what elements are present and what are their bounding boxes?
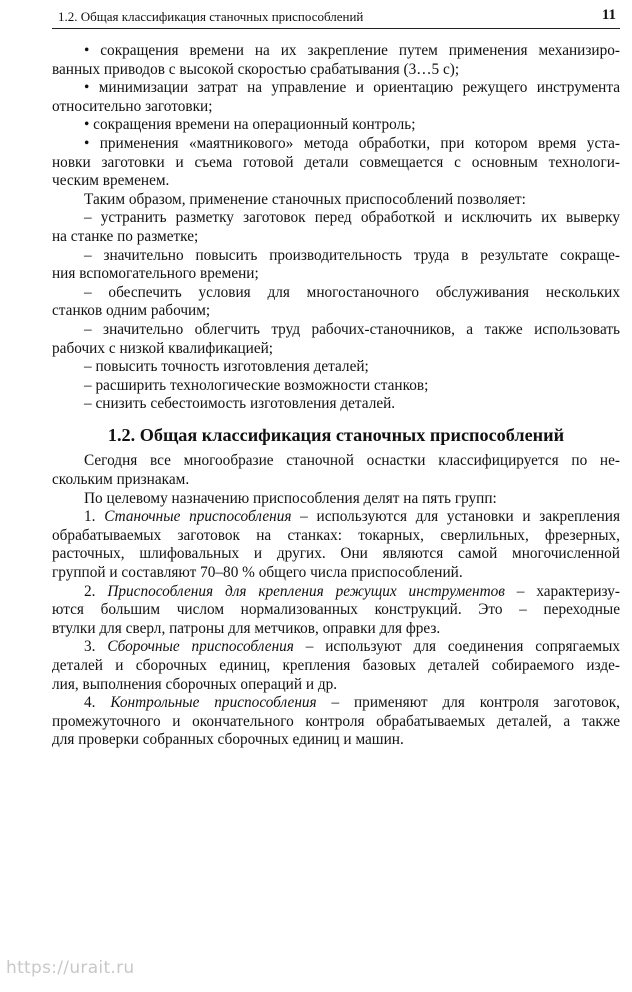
text-line: – значительно облегчить труд рабочих-станочников, а также использовать xyxy=(84,320,620,338)
classification-item xyxy=(52,508,620,582)
text-line: – расширить технологические возможности станков; xyxy=(84,376,429,394)
classification-list xyxy=(52,508,621,750)
text-line: рабочих с низкой квалификацией; xyxy=(52,339,274,357)
text-line: ния вспомогательного времени; xyxy=(52,265,259,283)
item-number: 3. xyxy=(84,638,108,656)
section-paragraph-1 xyxy=(52,452,620,489)
dash-bullet-item xyxy=(52,247,620,284)
text-line: станков одним рабочим; xyxy=(52,302,211,320)
dot-bullet-item xyxy=(52,42,620,79)
text-line: относительно заготовки; xyxy=(52,97,213,115)
dot-bullet-list xyxy=(52,42,620,191)
text-line: ются большим числом нормализованных конструкций. Это – переходные xyxy=(52,601,620,619)
text-line: – снизить себестоимость изготовления деталей. xyxy=(84,395,396,413)
running-header xyxy=(52,6,620,29)
text-line: деталей и сборочных единиц, крепления базовых деталей собираемого изде- xyxy=(52,657,620,674)
dash-bullet-item xyxy=(52,209,620,246)
dash-bullet-item xyxy=(52,358,620,377)
source-watermark: https://urait.ru xyxy=(6,958,135,978)
dot-bullet-item xyxy=(52,116,620,135)
text-line: • минимизации затрат на управление и ориентацию режущего инструмента xyxy=(84,79,620,97)
page-body xyxy=(52,42,621,750)
classification-item xyxy=(52,694,620,750)
section-paragraph-2 xyxy=(52,490,620,509)
item-number: 4. xyxy=(84,694,111,712)
item-term: Приспособления для крепления режущих инструментов xyxy=(107,582,505,600)
text-line: • сокращения времени на операционный контроль; xyxy=(84,116,416,134)
text-line: – повысить точность изготовления деталей; xyxy=(84,358,369,376)
text-line: • применения «маятникового» метода обработки, при котором время уста- xyxy=(84,134,620,152)
text-line: ческим временем. xyxy=(52,172,170,190)
text-line: ванных приводов с высокой скоростью срабатывания (3…5 с); xyxy=(52,60,460,78)
dash-bullet-item xyxy=(52,321,620,358)
text-line: скольким признакам. xyxy=(52,471,190,489)
dash-bullet-item xyxy=(52,377,620,396)
text-line xyxy=(52,508,620,527)
item-term: Станочные приспособления xyxy=(104,508,292,526)
text-line xyxy=(52,583,620,602)
text-line: промежуточного и окончательного контроля обрабатываемых деталей, а также xyxy=(52,712,620,730)
text-line: По целевому назначению приспособления делят на пять групп: xyxy=(84,489,497,507)
section-heading: 1.2. Общая классификация станочных приспособлений xyxy=(107,424,565,445)
text-line: новки заготовки и съема готовой детали совмещается с основным технологи- xyxy=(52,153,620,171)
text-line: для проверки собранных сборочных единиц и машин. xyxy=(52,731,404,749)
text-line: Сегодня все многообразие станочной оснастки классифицируется по не- xyxy=(84,452,620,470)
text-line xyxy=(52,638,620,657)
classification-item xyxy=(52,583,620,639)
dot-bullet-item xyxy=(52,135,620,191)
text-line: – значительно повысить производительность труда в результате сокраще- xyxy=(84,246,620,264)
text-line: группой и составляют 70–80 % общего числа приспособлений. xyxy=(52,564,463,582)
classification-item xyxy=(52,638,620,694)
text-line: на станке по разметке; xyxy=(52,227,199,245)
item-text: – используют для соединения сопрягаемых xyxy=(293,638,620,656)
dot-bullet-item xyxy=(52,79,620,116)
dash-bullet-item xyxy=(52,284,620,321)
intro-paragraph: Таким образом, применение станочных приспособлений позволяет: xyxy=(84,190,526,208)
text-line: обрабатываемых заготовок на станках: токарных, сверлильных, фрезерных, xyxy=(52,526,620,544)
item-text: – применяют для контроля заготовок, xyxy=(316,694,621,712)
text-line: • сокращения времени на их закрепление путем применения механизиро- xyxy=(84,42,620,59)
dash-bullet-item xyxy=(52,395,620,414)
dash-bullet-list xyxy=(52,209,620,414)
text-line: расточных, шлифовальных и других. Они являются самой многочисленной xyxy=(52,545,620,563)
item-text: – используются для установки и закрепления xyxy=(291,508,621,526)
page-number: 11 xyxy=(601,7,616,23)
item-number: 1. xyxy=(84,508,105,526)
text-line: лия, выполнения сборочных операций и др. xyxy=(52,675,338,693)
text-line xyxy=(52,694,620,713)
item-text: – характеризу- xyxy=(504,582,620,600)
text-line: – устранить разметку заготовок перед обработкой и исключить их выверку xyxy=(84,209,620,227)
item-number: 2. xyxy=(84,582,108,600)
text-line: втулки для сверл, патроны для метчиков, оправки для фрез. xyxy=(52,619,441,637)
text-line: – обеспечить условия для многостаночного обслуживания нескольких xyxy=(84,283,620,301)
header-title: 1.2. Общая классификация станочных приспособлений xyxy=(58,9,364,24)
item-term: Сборочные приспособления xyxy=(107,638,294,656)
item-term: Контрольные приспособления xyxy=(110,694,317,712)
